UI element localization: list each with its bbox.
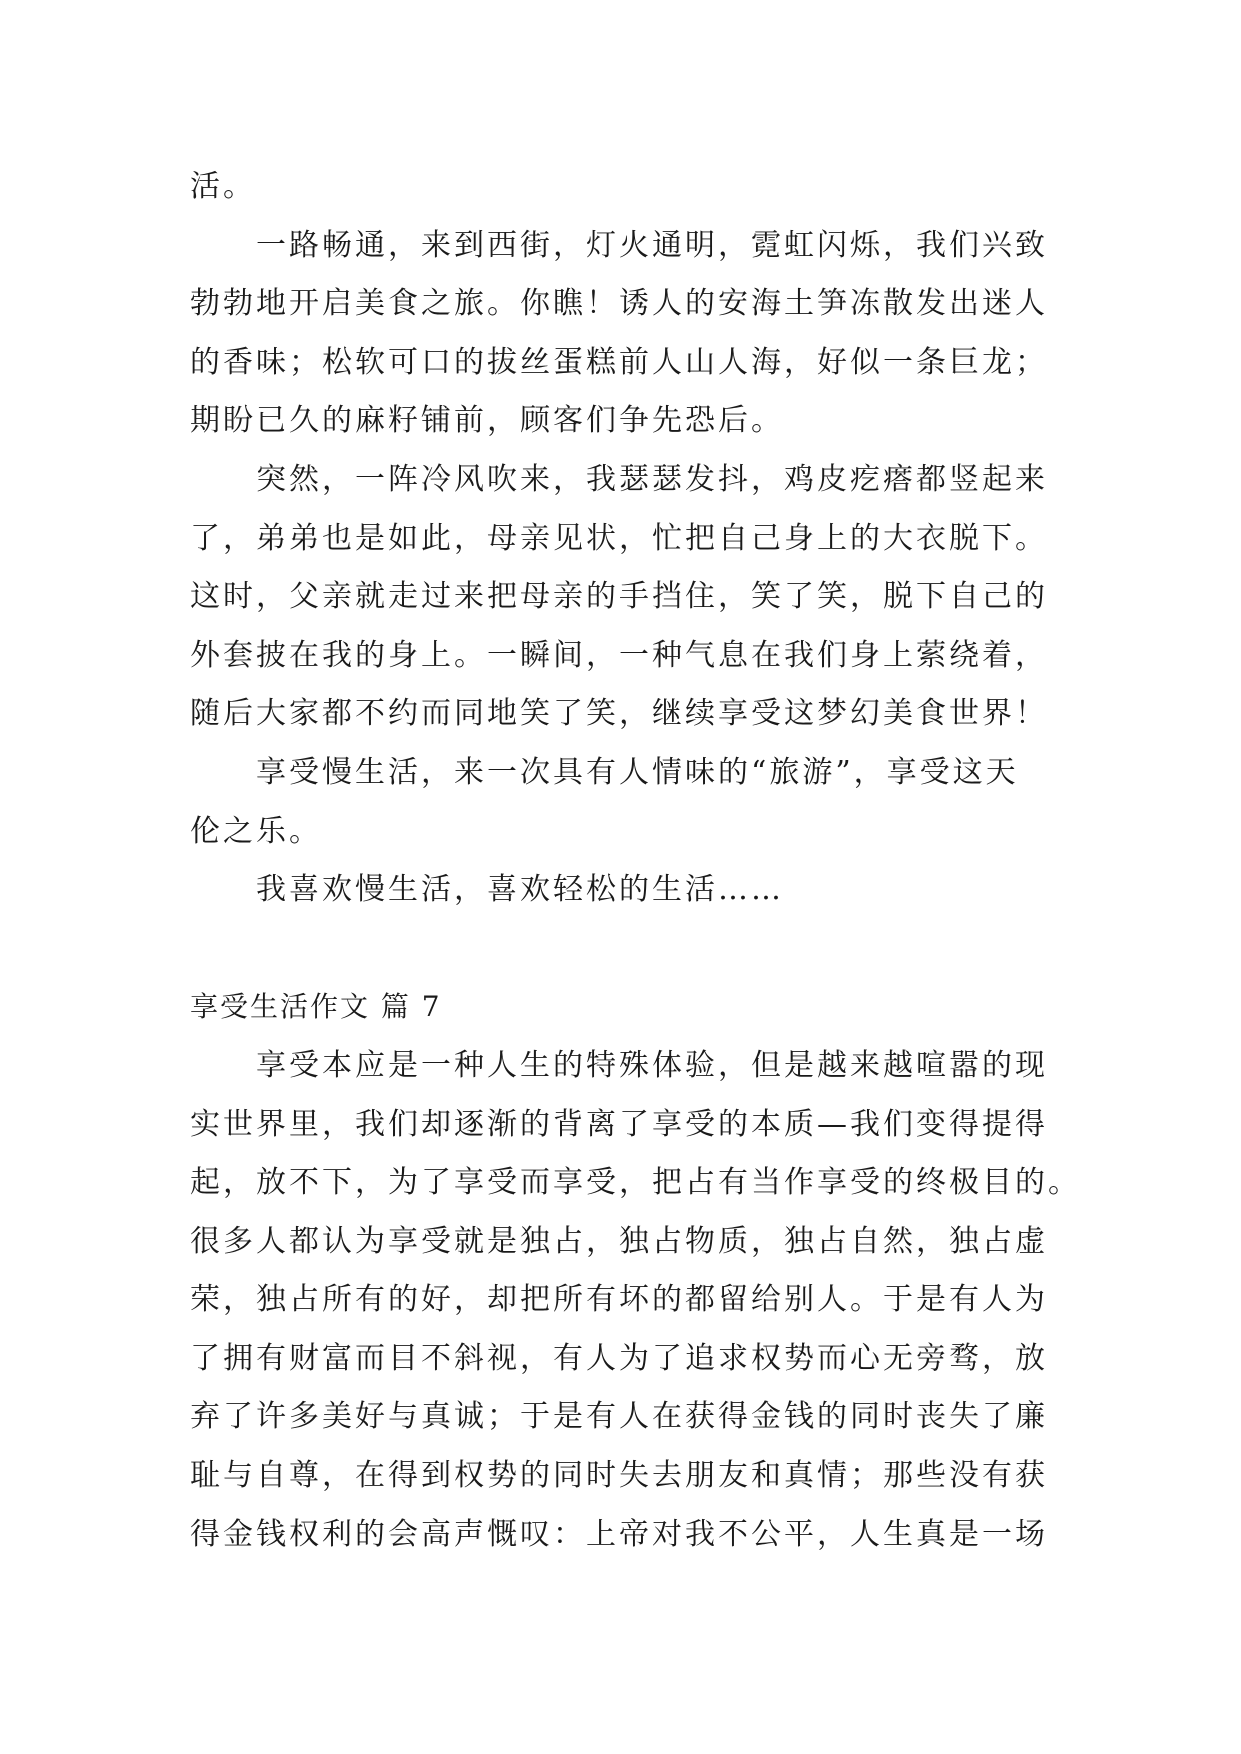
text-line: 伦之乐。 bbox=[190, 813, 322, 849]
paragraph bbox=[190, 744, 1050, 861]
text-line: 了，弟弟也是如此，母亲见状，忙把自己身上的大衣脱下。 bbox=[190, 520, 1048, 556]
text-line: 外套披在我的身上。一瞬间，一种气息在我们身上萦绕着， bbox=[190, 637, 1048, 673]
text-line: 弃了许多美好与真诚；于是有人在获得金钱的同时丧失了廉 bbox=[190, 1399, 1048, 1435]
text-line: 这时，父亲就走过来把母亲的手挡住，笑了笑，脱下自己的 bbox=[190, 579, 1048, 615]
text-line: 勃勃地开启美食之旅。你瞧！诱人的安海土笋冻散发出迷人 bbox=[190, 286, 1048, 322]
text-line: 得金钱权利的会高声慨叹：上帝对我不公平，人生真是一场 bbox=[190, 1516, 1048, 1552]
text-line: 的香味；松软可口的拔丝蛋糕前人山人海，好似一条巨龙； bbox=[190, 344, 1048, 380]
paragraph bbox=[190, 861, 1050, 920]
text-line: 我喜欢慢生活，喜欢轻松的生活…… bbox=[256, 872, 784, 908]
text-line: 随后大家都不约而同地笑了笑，继续享受这梦幻美食世界！ bbox=[190, 696, 1048, 732]
paragraph bbox=[190, 451, 1050, 744]
text-line: 享受本应是一种人生的特殊体验，但是越来越喧嚣的现 bbox=[256, 1047, 1048, 1083]
text-line: 期盼已久的麻籽铺前，顾客们争先恐后。 bbox=[190, 403, 784, 439]
text-line: 荣，独占所有的好，却把所有坏的都留给别人。于是有人为 bbox=[190, 1282, 1048, 1318]
paragraph bbox=[190, 217, 1050, 451]
text-line: 一路畅通，来到西街，灯火通明，霓虹闪烁，我们兴致 bbox=[256, 227, 1048, 263]
section-spacer bbox=[190, 920, 1050, 979]
text-line: 享受慢生活，来一次具有人情味的“旅游”，享受这天 bbox=[256, 754, 1019, 790]
text-line: 很多人都认为享受就是独占，独占物质，独占自然，独占虚 bbox=[190, 1223, 1048, 1259]
section-heading: 享受生活作文 篇 7 bbox=[190, 990, 442, 1024]
text-line: 活。 bbox=[190, 169, 256, 204]
text-line: 起，放不下，为了享受而享受，把占有当作享受的终极目的。 bbox=[190, 1165, 1081, 1201]
paragraph bbox=[190, 1037, 1081, 1564]
text-line: 突然，一阵冷风吹来，我瑟瑟发抖，鸡皮疙瘩都竖起来 bbox=[256, 461, 1048, 497]
text-line: 实世界里，我们却逐渐的背离了享受的本质—我们变得提得 bbox=[190, 1106, 1048, 1142]
text-line: 了拥有财富而目不斜视，有人为了追求权势而心无旁骛，放 bbox=[190, 1340, 1048, 1376]
text-line: 耻与自尊，在得到权势的同时失去朋友和真情；那些没有获 bbox=[190, 1458, 1048, 1494]
document-body bbox=[190, 158, 1081, 1564]
